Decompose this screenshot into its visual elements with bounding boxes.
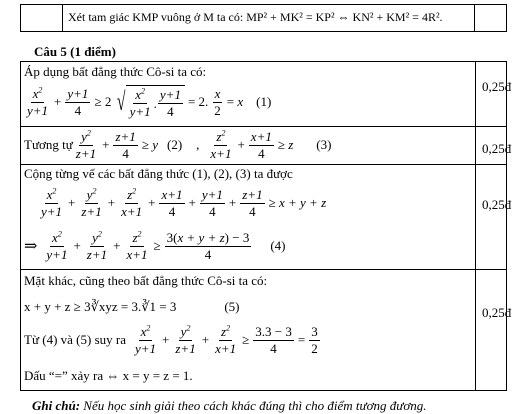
- row2-inequalities: Tương tự $\frac{y^2}{z+1}$ + $\frac{z+1}{4}$ ≥ y (2) , $\frac{z^2}{x+1}$ + $\frac{x+1}{4}$ ≥ z (3): [24, 128, 332, 161]
- note-text: Nếu học sinh giải theo cách khác đúng thì cho điểm tương đương.: [83, 398, 427, 413]
- table-row-divider-1: [20, 126, 507, 127]
- row4-eq5: x + y + z ≥ 3∛xyz = 3.∛1 = 3: [24, 299, 177, 314]
- table-row-divider-2: [20, 164, 507, 165]
- note-label: Ghi chú:: [32, 398, 81, 413]
- row1-intro: Áp dụng bất đẳng thức Cô-si ta có:: [24, 64, 207, 79]
- table-border-top: [20, 61, 507, 62]
- row2-comma: ,: [196, 137, 200, 152]
- row2-lead: Tương tự: [24, 137, 73, 152]
- row1-score: 0,25đ: [482, 79, 512, 94]
- top-row-divider-1: [62, 4, 63, 32]
- row3-intro: Cộng từng vế các bất đẳng thức (1), (2), (3) ta được: [24, 166, 293, 181]
- top-row-border-left: [20, 4, 21, 32]
- row4-eq5-label: (5): [224, 299, 240, 314]
- top-row-divider-2: [474, 4, 475, 32]
- row3-result-inequality: ⇒ $\frac{x^2}{y+1}$ + $\frac{y^2}{z+1}$ + $\frac{z^2}{x+1}$ ≥ $\frac{3(x + y + z) - 3}{4}$ (4): [24, 229, 286, 262]
- row2-eq-label-a: (2): [166, 137, 183, 152]
- table-border-right: [506, 61, 507, 391]
- row4-eq5-line: [24, 296, 240, 318]
- top-row-text: Xét tam giác KMP vuông ở M ta có: MP² + MK² = KP² ⇔ KN² + KM² = 4R².: [68, 10, 443, 24]
- table-border-left: [20, 61, 21, 391]
- top-row-border-bottom: [20, 31, 507, 32]
- row2-score: 0,25đ: [482, 141, 512, 156]
- row2-eq-label-b: (3): [316, 137, 332, 152]
- row1-inequality: $\frac{x^2}{y+1}$ + $\frac{y+1}{4}$ ≥ 2 √ $\frac{x^2}{y+1}$ . $\frac{y+1}{4}$ = 2. $\frac{x}{2}$ = x (1): [27, 85, 272, 119]
- table-row-divider-3: [20, 269, 507, 270]
- row3-sum-inequality: $\frac{x^2}{y+1}$ + $\frac{y^2}{z+1}$ + $\frac{z^2}{x+1}$ + $\frac{x+1}{4}$ + $\frac{y+1}{4}$ + $\frac{z+1}{4}$ ≥ x + y + z: [41, 186, 327, 219]
- note: [32, 398, 427, 413]
- row4-equality: Dấu “=” xảy ra ⇔ x = y = z = 1.: [24, 368, 193, 383]
- row4-score: 0,25đ: [482, 305, 512, 320]
- table-border-bottom: [20, 390, 507, 391]
- row4-from-label: Từ (4) và (5) suy ra: [24, 332, 126, 347]
- row4-intro: Mặt khác, cũng theo bất đẳng thức Cô-si ta có:: [24, 273, 268, 288]
- table-column-divider: [475, 61, 476, 391]
- section-title: Câu 5 (1 điểm): [34, 44, 116, 59]
- top-row-border-right: [506, 4, 507, 32]
- row4-conclusion: Từ (4) và (5) suy ra $\frac{x^2}{y+1}$ + $\frac{y^2}{z+1}$ + $\frac{z^2}{x+1}$ ≥ $\frac{3.3 - 3}{4}$ = $\frac{3}{2}$: [24, 323, 318, 356]
- top-row-border-top: [20, 4, 507, 5]
- row1-eq-label: (1): [256, 94, 272, 109]
- row3-eq-label: (4): [270, 238, 286, 253]
- row3-score: 0,25đ: [482, 197, 512, 212]
